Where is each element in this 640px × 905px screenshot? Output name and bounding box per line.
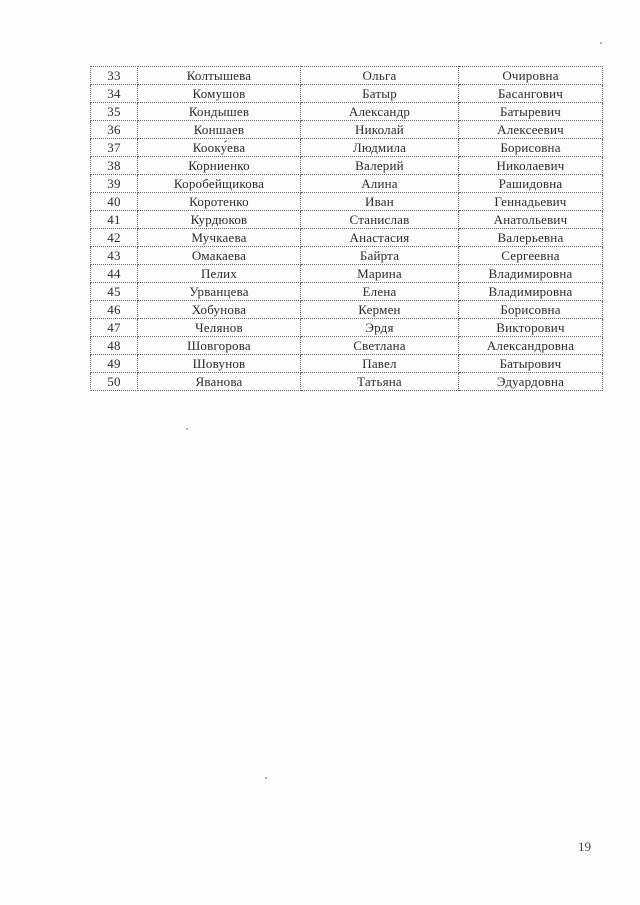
last-name-cell: Кондышев — [138, 103, 301, 121]
patronymic-cell: Борисовна — [459, 301, 603, 319]
last-name-cell: Коншаев — [138, 121, 301, 139]
row-number-cell: 41 — [91, 211, 138, 229]
first-name-cell: Эрдя — [301, 319, 459, 337]
row-number-cell: 38 — [91, 157, 138, 175]
last-name-cell: Мучкаева — [138, 229, 301, 247]
first-name-cell: Елена — [301, 283, 459, 301]
row-number-cell: 35 — [91, 103, 138, 121]
patronymic-cell: Эдуардовна — [459, 373, 603, 391]
table-row — [91, 247, 603, 265]
first-name-cell: Анастасия — [301, 229, 459, 247]
first-name-cell: Иван — [301, 193, 459, 211]
first-name-cell: Павел — [301, 355, 459, 373]
table-row — [91, 355, 603, 373]
scan-speck — [600, 42, 602, 44]
table-row — [91, 373, 603, 391]
row-number-cell: 50 — [91, 373, 138, 391]
table-row — [91, 175, 603, 193]
first-name-cell: Батыр — [301, 85, 459, 103]
row-number-cell: 47 — [91, 319, 138, 337]
patronymic-cell: Николаевич — [459, 157, 603, 175]
row-number-cell: 44 — [91, 265, 138, 283]
row-number-cell: 46 — [91, 301, 138, 319]
table-row — [91, 337, 603, 355]
first-name-cell: Людмила — [301, 139, 459, 157]
patronymic-cell: Сергеевна — [459, 247, 603, 265]
table-row — [91, 319, 603, 337]
roster-table — [90, 66, 603, 391]
first-name-cell: Валерий — [301, 157, 459, 175]
row-number-cell: 48 — [91, 337, 138, 355]
row-number-cell: 39 — [91, 175, 138, 193]
patronymic-cell: Владимировна — [459, 265, 603, 283]
row-number-cell: 42 — [91, 229, 138, 247]
last-name-cell: Колтышева — [138, 67, 301, 85]
last-name-cell: Омакаева — [138, 247, 301, 265]
patronymic-cell: Анатольевич — [459, 211, 603, 229]
table-row — [91, 283, 603, 301]
patronymic-cell: Владимировна — [459, 283, 603, 301]
first-name-cell: Станислав — [301, 211, 459, 229]
table-row — [91, 211, 603, 229]
last-name-cell: Корниенко — [138, 157, 301, 175]
first-name-cell: Александр — [301, 103, 459, 121]
scan-speck — [186, 428, 188, 430]
first-name-cell: Марина — [301, 265, 459, 283]
patronymic-cell: Алексеевич — [459, 121, 603, 139]
first-name-cell: Татьяна — [301, 373, 459, 391]
last-name-cell: Челянов — [138, 319, 301, 337]
table-row — [91, 157, 603, 175]
last-name-cell: Комушов — [138, 85, 301, 103]
last-name-cell: Пелих — [138, 265, 301, 283]
scan-speck — [265, 777, 267, 779]
table-row — [91, 139, 603, 157]
table-row — [91, 265, 603, 283]
row-number-cell: 33 — [91, 67, 138, 85]
first-name-cell: Ольга — [301, 67, 459, 85]
table-row — [91, 193, 603, 211]
table-row — [91, 85, 603, 103]
last-name-cell: Коротенко — [138, 193, 301, 211]
patronymic-cell: Борисовна — [459, 139, 603, 157]
patronymic-cell: Александровна — [459, 337, 603, 355]
table-row — [91, 301, 603, 319]
patronymic-cell: Очировна — [459, 67, 603, 85]
first-name-cell: Кермен — [301, 301, 459, 319]
first-name-cell: Алина — [301, 175, 459, 193]
table-row — [91, 229, 603, 247]
table-row — [91, 67, 603, 85]
row-number-cell: 49 — [91, 355, 138, 373]
row-number-cell: 34 — [91, 85, 138, 103]
table-row — [91, 103, 603, 121]
last-name-cell: Хобунова — [138, 301, 301, 319]
patronymic-cell: Геннадьевич — [459, 193, 603, 211]
row-number-cell: 37 — [91, 139, 138, 157]
first-name-cell: Байрта — [301, 247, 459, 265]
patronymic-cell: Валерьевна — [459, 229, 603, 247]
roster-table-body — [91, 67, 603, 391]
patronymic-cell: Батырович — [459, 355, 603, 373]
first-name-cell: Светлана — [301, 337, 459, 355]
table-row — [91, 121, 603, 139]
last-name-cell: Шовунов — [138, 355, 301, 373]
first-name-cell: Николай — [301, 121, 459, 139]
last-name-cell: Курдюков — [138, 211, 301, 229]
row-number-cell: 40 — [91, 193, 138, 211]
last-name-cell: Яванова — [138, 373, 301, 391]
last-name-cell: Шовгорова — [138, 337, 301, 355]
last-name-cell: Кооку́ева — [138, 139, 301, 157]
row-number-cell: 45 — [91, 283, 138, 301]
patronymic-cell: Батыревич — [459, 103, 603, 121]
last-name-cell: Коробейщикова — [138, 175, 301, 193]
patronymic-cell: Рашидовна — [459, 175, 603, 193]
page-number: 19 — [578, 839, 591, 854]
last-name-cell: Урванцева — [138, 283, 301, 301]
row-number-cell: 36 — [91, 121, 138, 139]
patronymic-cell: Викторович — [459, 319, 603, 337]
row-number-cell: 43 — [91, 247, 138, 265]
patronymic-cell: Басангович — [459, 85, 603, 103]
